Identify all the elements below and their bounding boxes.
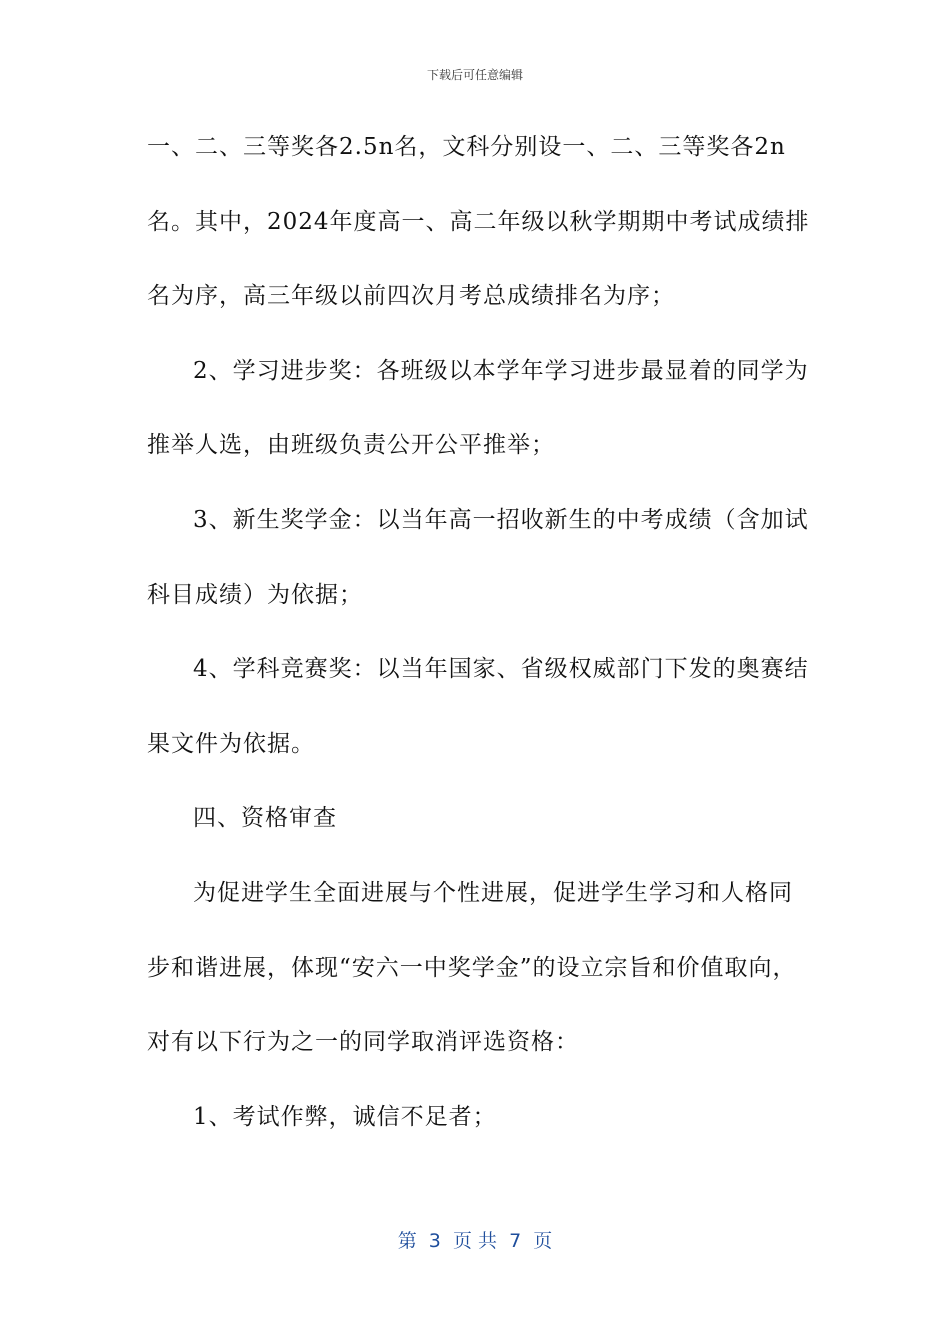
text-line: 科目成绩）为依据； [147,581,363,608]
text-line: 步和谐进展，体现“安六一中奖学金”的设立宗旨和价值取向， [147,954,797,981]
text-line: 果文件为依据。 [147,730,315,757]
document-body [147,122,810,1166]
text-line: 为促进学生全面进展与个性进展，促进学生学习和人格同 [193,879,793,906]
text-line: 一、二、三等奖各2.5n名，文科分别设一、二、三等奖各2n [147,134,786,160]
page-number-footer: 第 3 页 共 7 页 [397,1230,553,1252]
text-line: 4、学科竞赛奖：以当年国家、省级权威部门下发的奥赛结 [193,656,809,683]
text-line: 对有以下行为之一的同学取消评选资格： [147,1029,579,1056]
text-line: 1、考试作弊，诚信不足者； [193,1103,497,1130]
text-line: 名。其中，2024年度高一、高二年级以秋学期期中考试成绩排 [147,208,810,235]
text-line: 名为序，高三年级以前四次月考总成绩排名为序； [147,283,675,310]
text-line: 2、学习进步奖：各班级以本学年学习进步最显着的同学为 [193,357,809,384]
text-line: 3、新生奖学金：以当年高一招收新生的中考成绩（含加试 [193,506,809,533]
section-heading: 四、资格审查 [193,805,337,832]
page-header-note: 下载后可任意编辑 [426,68,523,82]
text-line: 推举人选，由班级负责公开公平推举； [147,432,555,459]
